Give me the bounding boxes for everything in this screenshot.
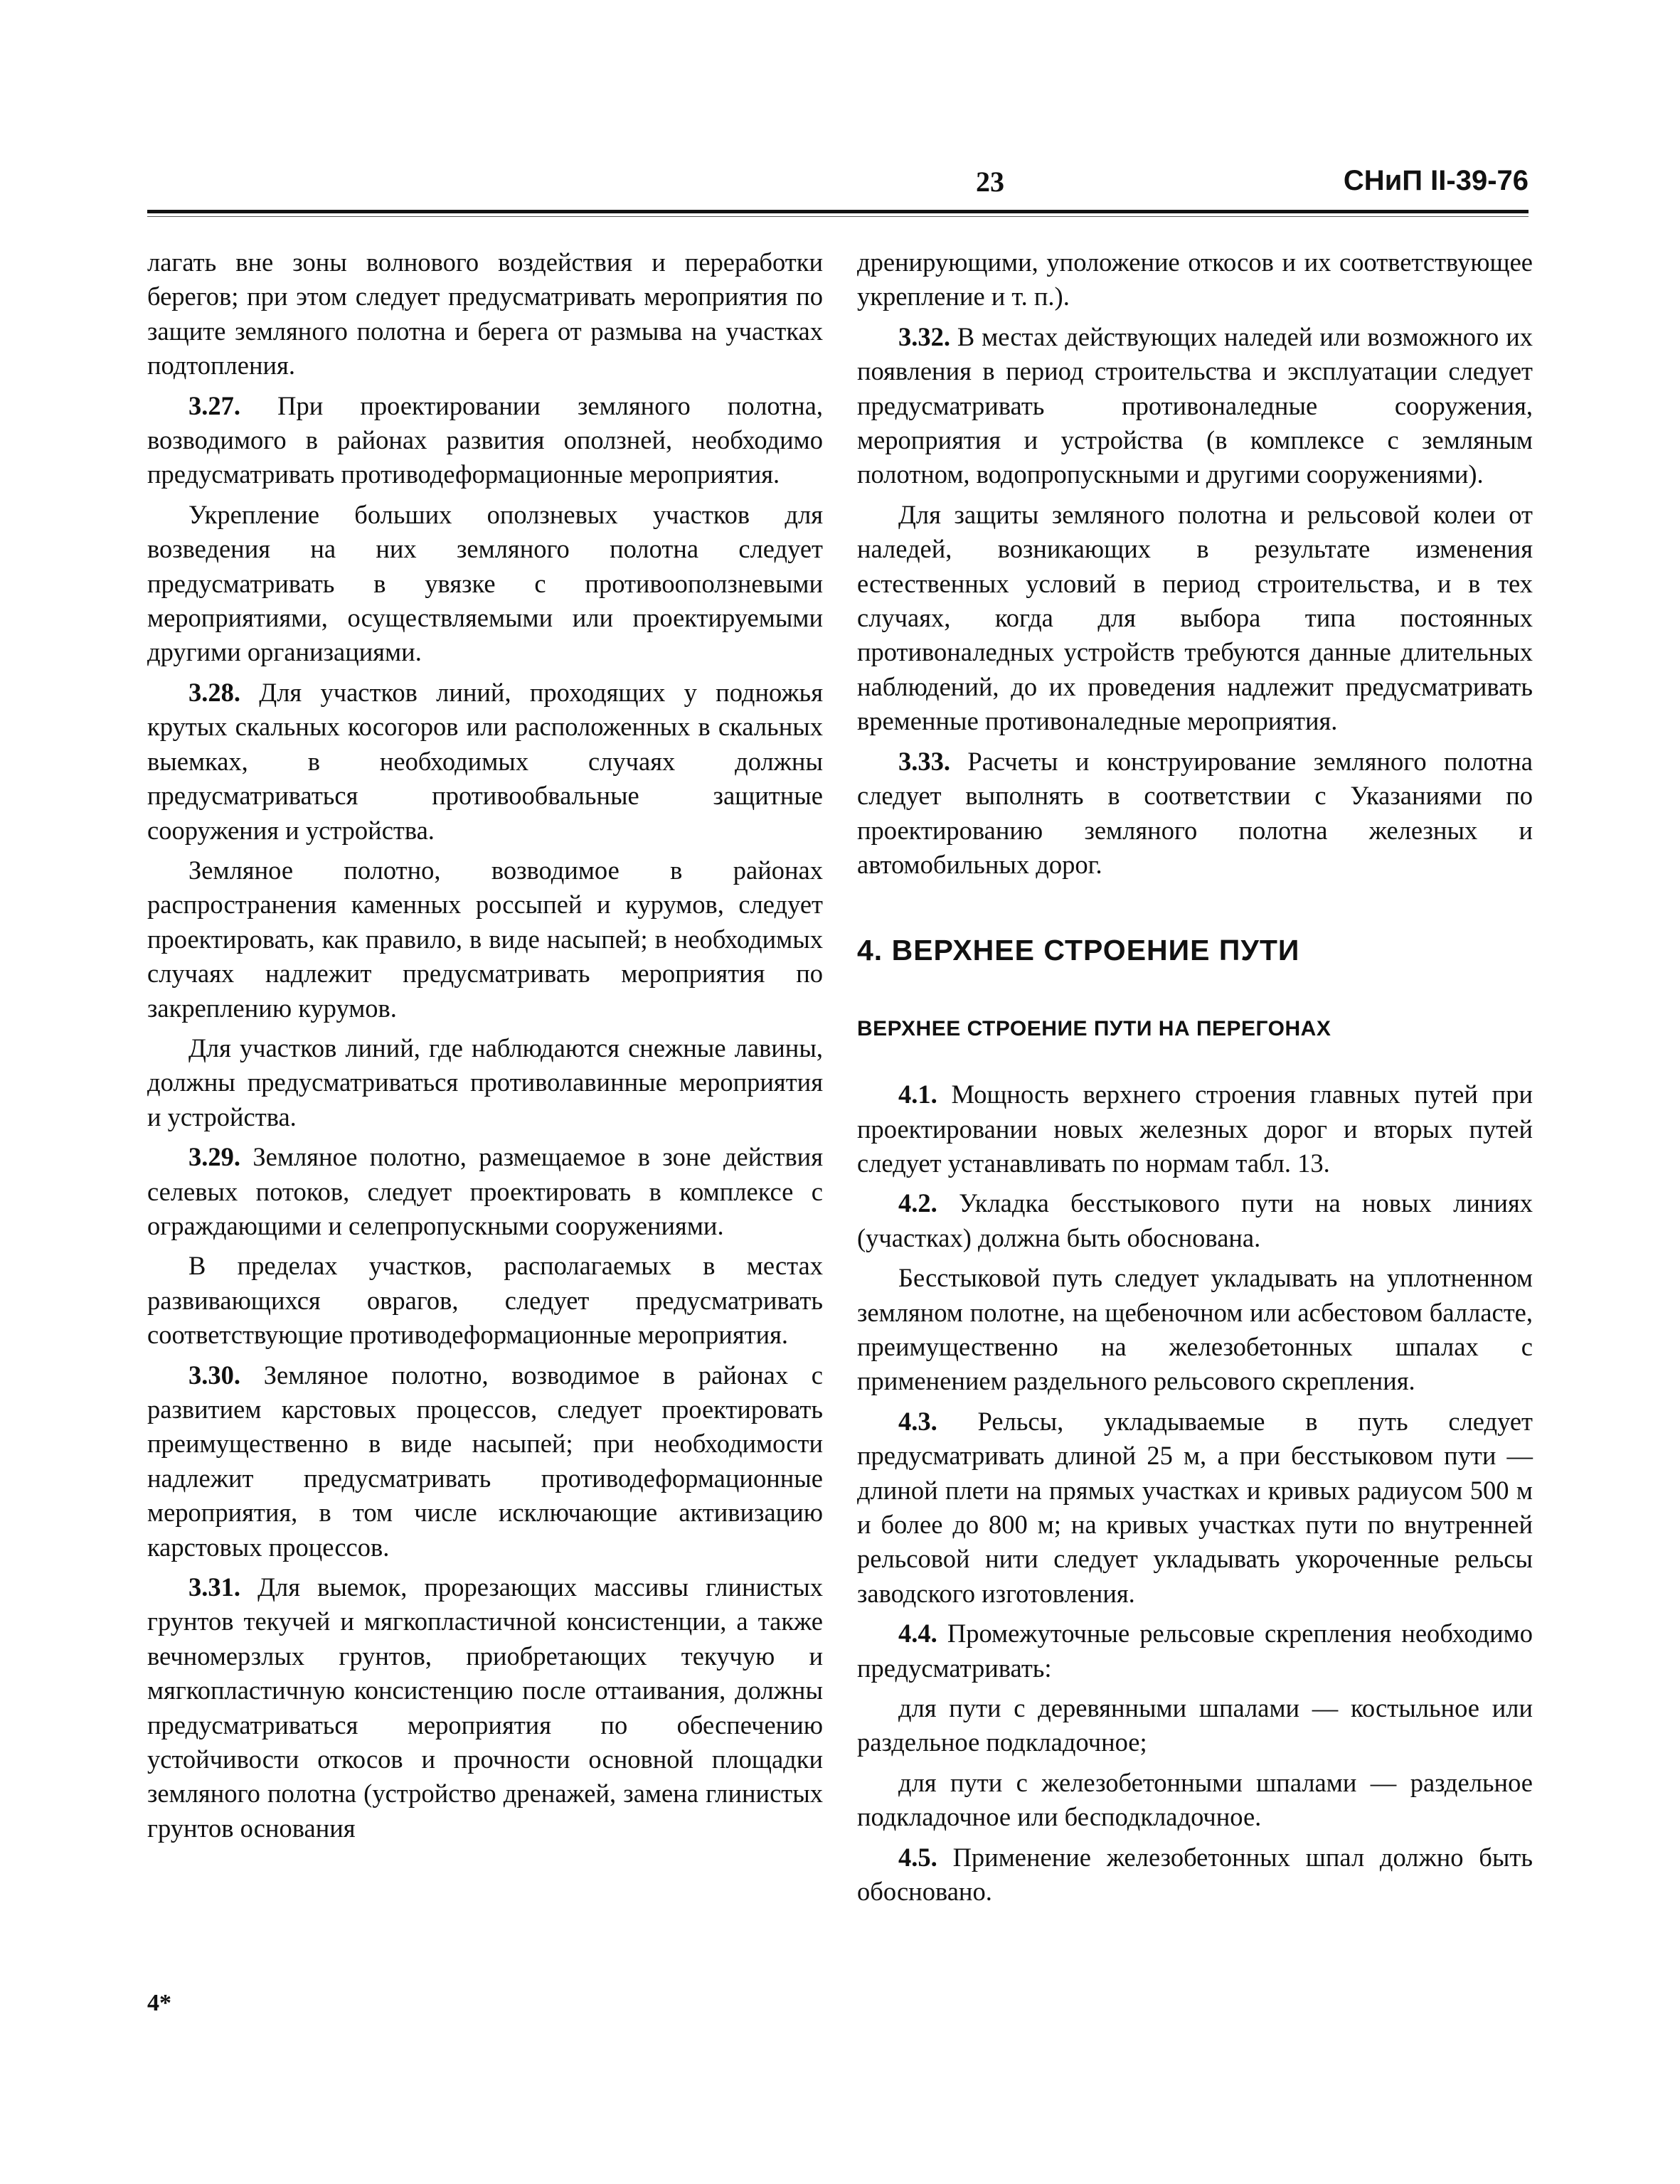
paragraph: для пути с деревянными шпалами — костыльное или раздельное подкладочное;: [857, 1693, 1533, 1757]
clause-number: 3.28.: [188, 677, 240, 707]
paragraph: Для защиты земляного полотна и рельсовой колеи от наледей, возникающих в результате изменения естественных условий в период строительства, и в тех случаях, когда для выбора типа постоянных противоналедных устройств требуются данные длительных наблюдений, до их проведения надлежит предусматривать временные противоналедные мероприятия.: [857, 499, 1533, 736]
clause-text: Для выемок, прорезающих массивы глинистых грунтов текучей и мягкопластичной консистенции, а также вечномерзлых грунтов, приобретающих текучую и мягкопластичную консистенцию после оттаивания, должны предусматриваться мероприятия по обеспечению устойчивости откосов и прочности основной площадки земляного полотна (устройство дренажей, замена глинистых грунтов основания: [147, 1572, 823, 1843]
section-title: 4. ВЕРХНЕЕ СТРОЕНИЕ ПУТИ: [857, 934, 1300, 967]
clause-text: При проектировании земляного полотна, возводимого в районах развития оползней, необходимо предусматривать противодеформационные мероприятия.: [147, 390, 823, 489]
clause-number: 3.29.: [188, 1142, 240, 1172]
clause-number: 3.30.: [188, 1360, 240, 1390]
clause-text: Рельсы, укладываемые в путь следует предусматривать длиной 25 м, а при бесстыковом пути — длиной плети на прямых участках и кривых радиусом 500 м и более до 800 м; на кривых участках пути по внутренней рельсовой нити следует укладывать укороченные рельсы заводского изготовления.: [857, 1406, 1533, 1608]
paragraph: Земляное полотно, возводимое в районах распространения каменных россыпей и курумов, следует проектировать, как правило, в виде насыпей; в необходимых случаях надлежит предусматривать мероприятия по закреплению курумов.: [147, 855, 823, 1023]
clause-4-4: [857, 1616, 1533, 1685]
signature-mark: 4*: [147, 1990, 171, 2016]
clause-text: Применение железобетонных шпал должно быть обосновано.: [857, 1842, 1533, 1907]
clause-3-32: [857, 320, 1533, 492]
clause-text: В местах действующих наледей или возможного их появления в период строительства и эксплуатации следует предусматривать противоналедные сооружения, мероприятия и устройства (в комплексе с земляным полотном, водопропускными и другими сооружениями).: [857, 321, 1533, 489]
right-column: [857, 245, 1533, 1914]
subsection-title: ВЕРХНЕЕ СТРОЕНИЕ ПУТИ НА ПЕРЕГОНАХ: [857, 1016, 1331, 1040]
clause-number: 4.1.: [898, 1080, 937, 1109]
page-number: 23: [976, 166, 1004, 198]
page-header: [147, 165, 1529, 209]
clause-number: 3.32.: [898, 321, 950, 351]
clause-text: Земляное полотно, возводимое в районах с развитием карстовых процессов, следует проектировать преимущественно в виде насыпей; при необходимости надлежит предусматривать противодеформационные мероприятия, в том числе исключающие активизацию карстовых процессов.: [147, 1360, 823, 1562]
header-rule: [147, 210, 1529, 213]
clause-4-2: [857, 1186, 1533, 1255]
paragraph: Для участков линий, где наблюдаются снежные лавины, должны предусматриваться противолавинные мероприятия и устройства.: [147, 1033, 823, 1131]
clause-3-28: [147, 676, 823, 848]
clause-3-33: [857, 745, 1533, 883]
clause-4-1: [857, 1077, 1533, 1181]
clause-number: 4.3.: [898, 1406, 937, 1436]
clause-3-31: [147, 1570, 823, 1845]
clause-text: Укладка бесстыкового пути на новых линиях (участках) должна быть обоснована.: [857, 1188, 1533, 1252]
clause-number: 4.2.: [898, 1188, 937, 1218]
clause-number: 4.4.: [898, 1619, 937, 1648]
clause-text: Промежуточные рельсовые скрепления необходимо предусматривать:: [857, 1619, 1533, 1683]
header-rule-thin: [147, 216, 1529, 217]
document-code: СНиП II-39-76: [1343, 165, 1529, 196]
paragraph: Укрепление больших оползневых участков для возведения на них земляного полотна следует предусматривать в увязке с противооползневыми мероприятиями, осуществляемыми или проектируемыми другими организациями.: [147, 499, 823, 667]
clause-4-3: [857, 1405, 1533, 1611]
left-column: [147, 245, 823, 1851]
paragraph: для пути с железобетонными шпалами — раздельное подкладочное или бесподкладочное.: [857, 1767, 1533, 1832]
clause-4-5: [857, 1841, 1533, 1909]
clause-3-30: [147, 1358, 823, 1565]
clause-number: 3.31.: [188, 1572, 240, 1602]
clause-number: 4.5.: [898, 1842, 937, 1872]
paragraph: лагать вне зоны волнового воздействия и переработки берегов; при этом следует предусматривать мероприятия по защите земляного полотна и берега от размыва на участках подтопления.: [147, 247, 823, 380]
clause-text: Расчеты и конструирование земляного полотна следует выполнять в соответствии с Указаниями по проектированию земляного полотна железных и автомобильных дорог.: [857, 746, 1533, 879]
clause-text: Мощность верхнего строения главных путей при проектировании новых железных дорог и вторых путей следует устанавливать по нормам табл. 13.: [857, 1080, 1533, 1178]
paragraph: Бесстыковой путь следует укладывать на уплотненном земляном полотне, на щебеночном или асбестовом балласте, преимущественно на железобетонных шпалах с применением раздельного рельсового скрепления.: [857, 1263, 1533, 1396]
paragraph: В пределах участков, располагаемых в местах развивающихся оврагов, следует предусматривать соответствующие противодеформационные мероприятия.: [147, 1251, 823, 1350]
clause-3-27: [147, 389, 823, 492]
clause-3-29: [147, 1140, 823, 1243]
clause-text: Для участков линий, проходящих у подножья крутых скальных косогоров или расположенных в скальных выемках, в необходимых случаях должны предусматриваться противообвальные защитные сооружения и устройства.: [147, 677, 823, 845]
clause-text: Земляное полотно, размещаемое в зоне действия селевых потоков, следует проектировать в комплексе с ограждающими и селепропускными сооружениями.: [147, 1142, 823, 1240]
paragraph: дренирующими, уположение откосов и их соответствующее укрепление и т. п.).: [857, 247, 1533, 311]
clause-number: 3.33.: [898, 746, 950, 776]
clause-number: 3.27.: [188, 390, 240, 420]
